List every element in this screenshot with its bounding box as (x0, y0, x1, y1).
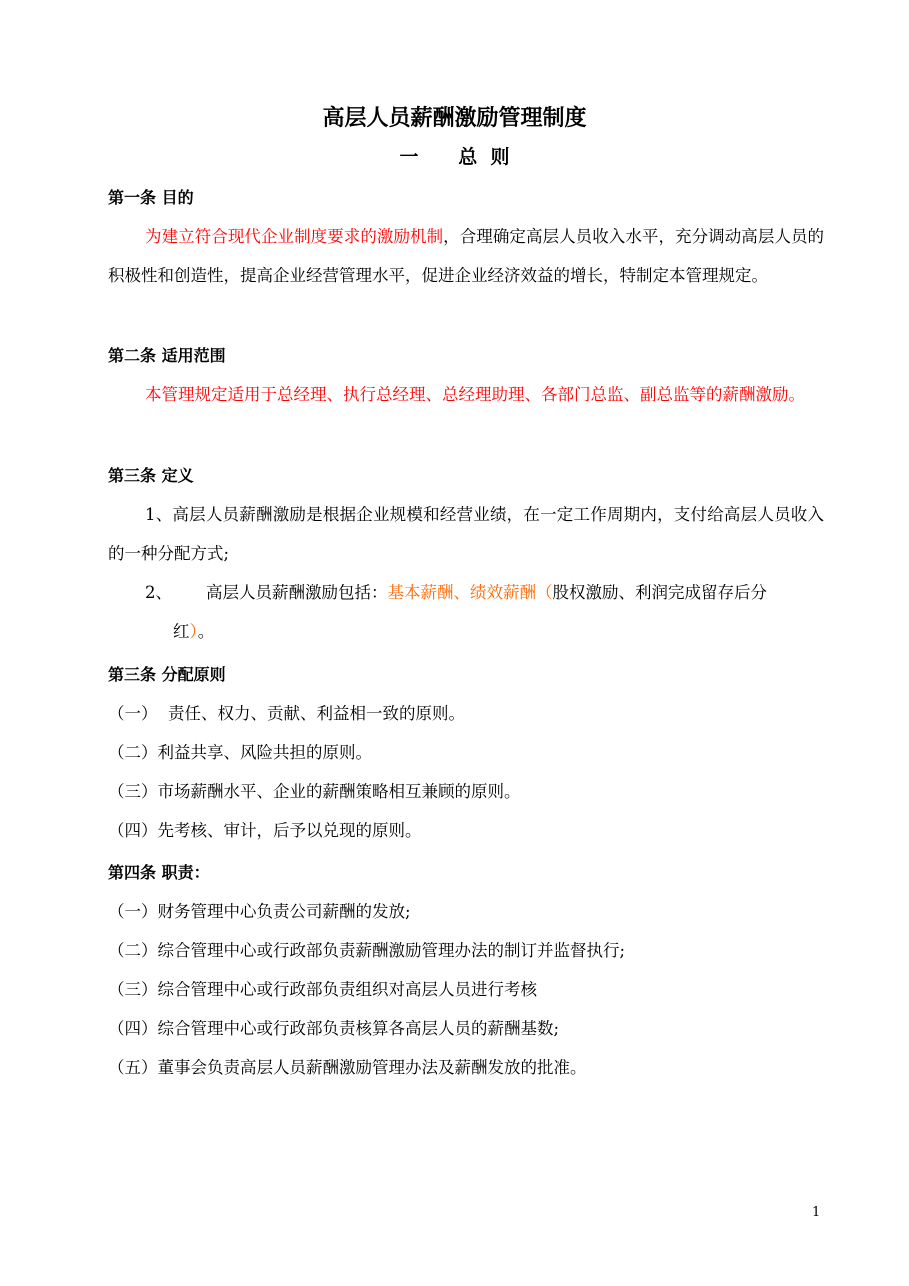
definition-item-2-tail: 红 (173, 622, 190, 641)
definition-item-2-highlight: 基本薪酬、绩效薪酬（ (387, 583, 553, 602)
duty-item: （二）综合管理中心或行政部负责薪酬激励管理办法的制订并监督执行; (108, 941, 626, 960)
chapter-heading: 一 总 则 (399, 146, 510, 168)
principle-item: （一） 责任、权力、贡献、利益相一致的原则。 (108, 704, 465, 723)
article-1-heading: 第一条 目的 (108, 188, 194, 207)
duty-item: （一）财务管理中心负责公司薪酬的发放; (108, 902, 411, 921)
article-2-body: 本管理规定适用于总经理、执行总经理、总经理助理、各部门总监、副总监等的薪酬激励。 (145, 385, 805, 404)
article-4-heading: 第三条 分配原则 (108, 665, 226, 684)
duty-item: （四）综合管理中心或行政部负责核算各高层人员的薪酬基数; (108, 1019, 560, 1038)
article-3-heading: 第三条 定义 (108, 466, 194, 485)
definition-item-2-period: 。 (197, 622, 215, 641)
definition-item-2-detail: 股权激励、利润完成留存后分 (552, 583, 767, 602)
duty-item: （五）董事会负责高层人员薪酬激励管理办法及薪酬发放的批准。 (108, 1058, 587, 1077)
duty-item: （三）综合管理中心或行政部负责组织对高层人员进行考核 (108, 980, 537, 999)
definition-item-2-close-paren: ） (189, 622, 198, 641)
principle-item: （三）市场薪酬水平、企业的薪酬策略相互兼顾的原则。 (108, 782, 521, 801)
article-5-heading: 第四条 职责： (108, 863, 210, 882)
definition-item-1: 1、高层人员薪酬激励是根据企业规模和经营业绩，在一定工作周期内，支付给高层人员收入的一种分配方式; (108, 505, 824, 563)
article-1-red-text: 为建立符合现代企业制度要求的激励机制 (145, 227, 444, 246)
article-2-heading: 第二条 适用范围 (108, 346, 226, 365)
definition-item-2 (108, 574, 824, 613)
definition-item-2-lead: 高层人员薪酬激励包括： (206, 583, 388, 602)
principle-item: （四）先考核、审计，后予以兑现的原则。 (108, 821, 422, 840)
principle-item: （二）利益共享、风险共担的原则。 (108, 743, 372, 762)
page-number: 1 (812, 1205, 821, 1220)
definition-item-2-continued (173, 613, 373, 652)
definition-item-2-number: 2、 (145, 583, 172, 602)
document-title: 高层人员薪酬激励管理制度 (322, 106, 587, 131)
article-1-body (108, 218, 824, 295)
article-1-text: ，合理确定高层人员收入水平，充分调动高层人员的积极性和创造性，提高企业经营管理水平，促进企业经济效益的增长，特制定本管理规定。 (108, 227, 824, 285)
